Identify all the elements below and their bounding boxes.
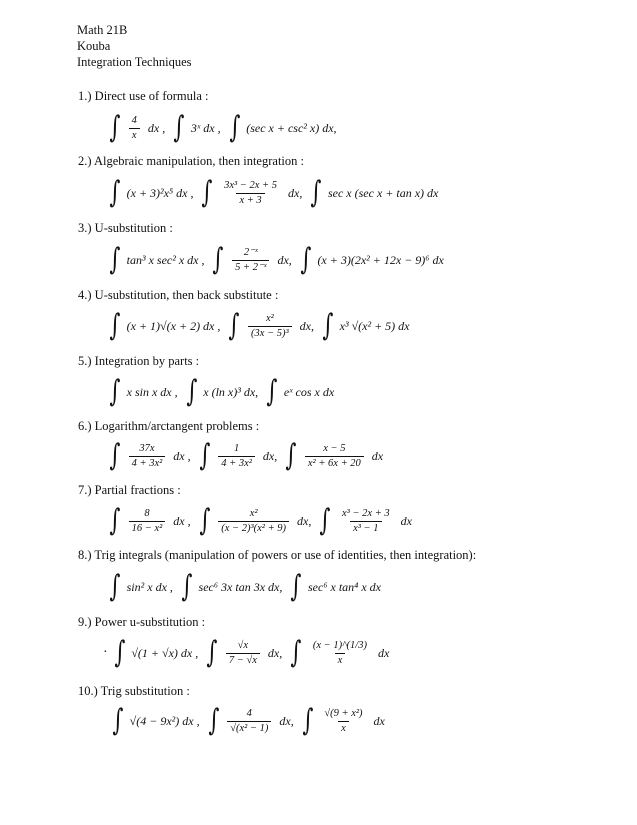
numerator: (x − 1)^(1/3)	[312, 639, 367, 651]
integral-sign: ∫	[173, 110, 185, 145]
fraction	[232, 247, 269, 274]
integral-sign: ∫	[228, 308, 240, 343]
differential: dx,	[267, 645, 283, 660]
numerator: 2⁻ˣ	[243, 246, 258, 258]
fraction	[218, 443, 255, 470]
differential: dx,	[288, 185, 303, 200]
integral-sign: ∫	[185, 374, 197, 409]
integral-sign: ∫	[109, 503, 121, 538]
fraction	[129, 115, 140, 142]
denominator: x	[335, 653, 346, 667]
problem-row-3	[107, 242, 444, 277]
section-heading: 9.) Power u-substitution :	[78, 615, 206, 629]
fraction	[248, 313, 292, 340]
differential: dx	[371, 448, 384, 463]
differential: dx,	[279, 713, 294, 728]
integral-sign: ∫	[290, 635, 302, 670]
denominator: 5 + 2⁻ˣ	[232, 260, 269, 274]
integral-sign: ∫	[198, 503, 210, 538]
integrand: (sec x + csc² x) dx,	[246, 120, 337, 135]
differential: dx	[373, 713, 385, 728]
integral-sign: ∫	[322, 308, 334, 343]
fraction	[129, 443, 166, 470]
fraction	[227, 708, 271, 735]
numerator: 3x³ − 2x + 5	[224, 179, 278, 191]
integral-sign: ∫	[109, 308, 121, 343]
integral-sign: ∫	[212, 242, 224, 277]
integrand: tan³ x sec² x dx ,	[126, 252, 205, 267]
numerator: x²	[249, 507, 258, 519]
integral-sign: ∫	[266, 374, 278, 409]
denominator: √(x² − 1)	[227, 721, 271, 735]
numerator: x − 5	[323, 442, 346, 454]
differential: dx,	[277, 252, 292, 267]
fraction	[339, 508, 393, 535]
section-heading: 1.) Direct use of formula :	[78, 89, 209, 103]
differential: dx,	[299, 318, 314, 333]
integrand: (x + 3)(2x² + 12x − 9)⁶ dx	[317, 252, 444, 267]
integral-sign: ∫	[319, 503, 331, 538]
fraction	[321, 708, 365, 735]
integrand: (x + 3)²x⁵ dx ,	[126, 185, 194, 200]
integral-sign: ∫	[201, 175, 213, 210]
integrand: (x + 1)√(x + 2) dx ,	[126, 318, 221, 333]
problem-row-1	[107, 110, 337, 145]
fraction	[310, 640, 370, 667]
denominator: x	[338, 721, 349, 735]
integral-sign: ∫	[285, 438, 297, 473]
integral-sign: ∫	[310, 175, 322, 210]
section-heading: 2.) Algebraic manipulation, then integration :	[78, 154, 304, 168]
fraction	[226, 640, 260, 667]
topic-title: Integration Techniques	[77, 55, 192, 69]
integrand: sin² x dx ,	[126, 579, 173, 594]
problem-row-2	[107, 175, 439, 210]
integral-sign: ∫	[109, 175, 121, 210]
integral-sign: ∫	[207, 703, 219, 738]
integral-sign: ∫	[302, 703, 313, 738]
integral-sign: ∫	[109, 438, 121, 473]
differential: dx	[377, 645, 390, 660]
numerator: 8	[144, 507, 150, 519]
denominator: 4 + 3x²	[129, 456, 166, 470]
integral-sign: ∫	[109, 110, 121, 145]
numerator: 4	[246, 707, 252, 719]
integral-sign: ∫	[114, 635, 125, 670]
integrand: x sin x dx ,	[126, 384, 178, 399]
stray-mark: ·	[103, 645, 108, 660]
integral-sign: ∫	[290, 569, 302, 604]
section-heading: 4.) U-substitution, then back substitute :	[78, 288, 279, 302]
numerator: 37x	[139, 442, 155, 454]
integral-sign: ∫	[109, 242, 121, 277]
problem-row-7	[107, 503, 412, 538]
integral-sign: ∫	[109, 374, 121, 409]
section-heading: 8.) Trig integrals (manipulation of powers or use of identities, then integration):	[78, 548, 477, 562]
course-title: Math 21B	[77, 23, 128, 37]
instructor-name: Kouba	[77, 39, 111, 53]
integrand: sec⁶ 3x tan 3x dx,	[198, 579, 283, 594]
numerator: 4	[131, 114, 137, 126]
numerator: √(9 + x²)	[324, 707, 363, 719]
fraction	[305, 443, 364, 470]
numerator: √x	[237, 639, 249, 651]
section-heading: 10.) Trig substitution :	[78, 684, 190, 698]
problem-row-9	[103, 635, 390, 670]
integral-sign: ∫	[109, 569, 121, 604]
differential: dx	[400, 513, 412, 528]
differential: dx ,	[147, 120, 166, 135]
denominator: x² + 6x + 20	[305, 456, 364, 470]
problem-row-5	[107, 374, 335, 409]
fraction	[129, 508, 166, 535]
denominator: (x − 2)³(x² + 9)	[218, 521, 289, 535]
differential: dx,	[262, 448, 278, 463]
integrand: sec⁶ x tan⁴ x dx	[308, 579, 381, 594]
problem-row-4	[107, 308, 410, 343]
section-heading: 6.) Logarithm/arctangent problems :	[78, 419, 260, 433]
fraction	[218, 508, 289, 535]
numerator: x³ − 2x + 3	[342, 507, 390, 519]
denominator: 7 − √x	[226, 653, 260, 667]
integral-sign: ∫	[198, 438, 210, 473]
integral-sign: ∫	[206, 635, 218, 670]
integral-sign: ∫	[228, 110, 240, 145]
integrand: x (ln x)³ dx,	[203, 384, 259, 399]
integrand: √(4 − 9x²) dx ,	[129, 713, 200, 728]
integrand: sec x (sec x + tan x) dx	[327, 185, 439, 200]
differential: dx ,	[173, 448, 191, 463]
denominator: (3x − 5)³	[248, 326, 292, 340]
differential: dx ,	[173, 513, 191, 528]
integrand: eˣ cos x dx	[283, 384, 335, 399]
integral-sign: ∫	[112, 703, 124, 738]
numerator: x²	[265, 312, 274, 324]
section-heading: 5.) Integration by parts :	[78, 354, 200, 368]
problem-row-10	[110, 703, 385, 738]
integrand: 3ˣ dx ,	[190, 120, 221, 135]
integral-sign: ∫	[181, 569, 193, 604]
integral-sign: ∫	[300, 242, 312, 277]
section-heading: 7.) Partial fractions :	[78, 483, 181, 497]
header	[77, 22, 191, 70]
denominator: 4 + 3x²	[218, 456, 255, 470]
numerator: 1	[233, 442, 240, 454]
problem-row-8	[107, 569, 381, 604]
section-heading: 3.) U-substitution :	[78, 221, 173, 235]
denominator: 16 − x²	[129, 521, 166, 535]
denominator: x	[129, 128, 140, 142]
integrand: √(1 + √x) dx ,	[131, 645, 199, 660]
denominator: x³ − 1	[350, 521, 381, 535]
fraction	[221, 180, 280, 207]
integrand: x³ √(x² + 5) dx	[339, 318, 410, 333]
problem-row-6	[107, 438, 384, 473]
denominator: x + 3	[236, 193, 264, 207]
differential: dx,	[297, 513, 312, 528]
